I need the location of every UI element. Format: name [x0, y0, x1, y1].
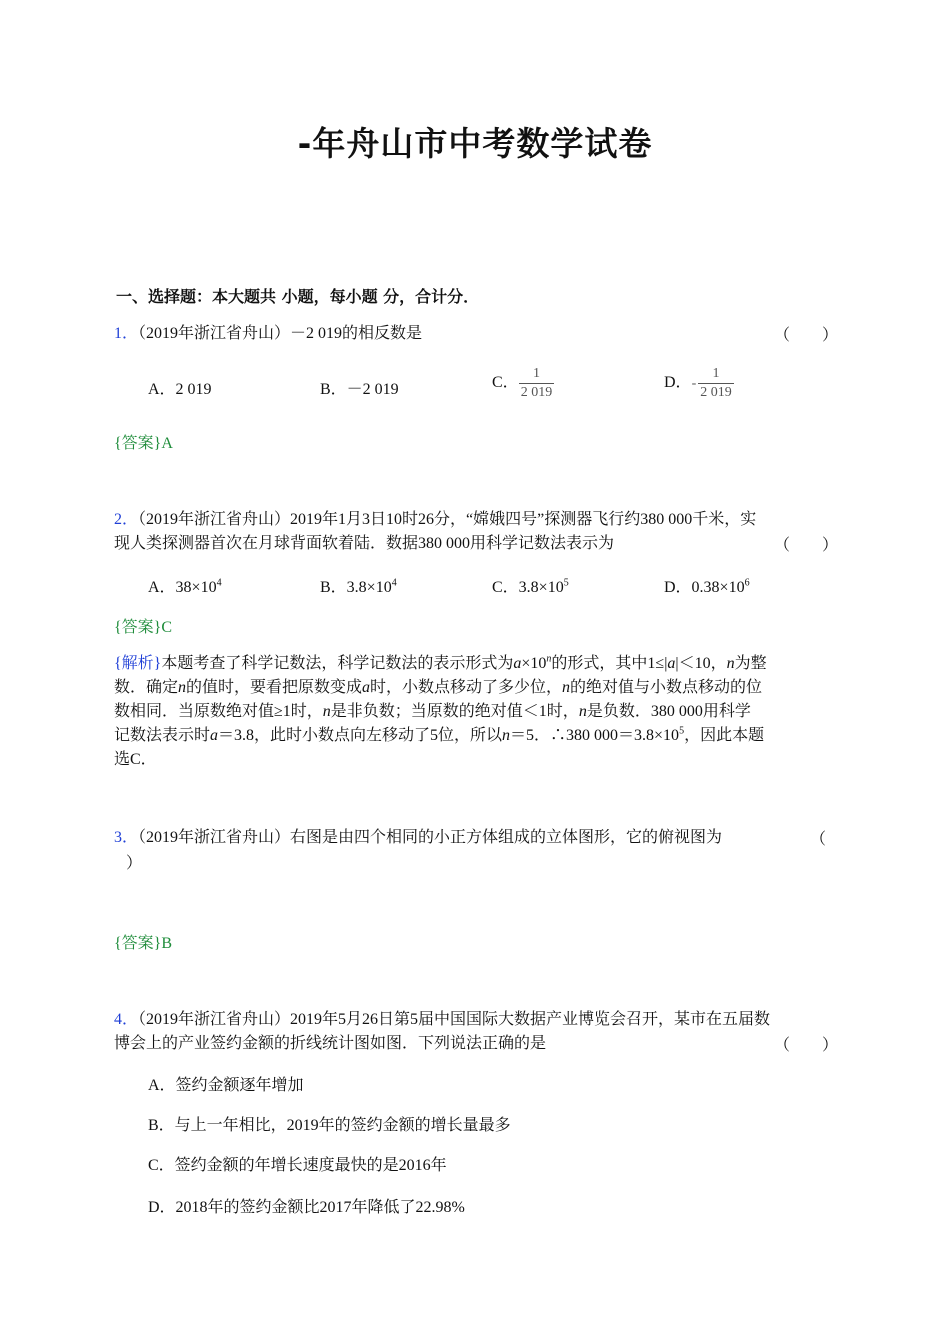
option-b: B．与上一年相比，2019年的签约金额的增长量最多 [148, 1117, 511, 1134]
explanation-line-4 [114, 724, 764, 748]
var: n [322, 703, 331, 720]
var: a [210, 727, 219, 744]
question-text-line-2: 博会上的产业签约金额的折线统计图如图．下列说法正确的是 [114, 1035, 547, 1052]
exponent: 6 [744, 577, 750, 589]
answer-paren-open: （ [810, 831, 827, 848]
text: 的形式，其中1≤| [551, 655, 668, 672]
option-b: B．－2 019 [320, 381, 399, 398]
text: ＝5．∴380 000＝3.8×10 [510, 727, 680, 744]
question-text: （2019年浙江省舟山）－2 019的相反数是 [138, 325, 423, 342]
section-heading: 一、选择题：本大题共 小题，每小题 分，合计分． [116, 287, 480, 306]
fraction-numerator: 1 [532, 366, 540, 381]
option-a: A．2 019 [148, 381, 212, 398]
answer: {答案}C [114, 619, 173, 636]
var: a [667, 655, 676, 672]
minus-sign: - [691, 376, 697, 392]
question-text: （2019年浙江省舟山）右图是由四个相同的小正方体组成的立体图形，它的俯视图为 [138, 829, 723, 846]
option-d [664, 574, 750, 597]
text: ＝3.8，此时小数点向左移动了5位，所以 [218, 727, 503, 744]
text: 的绝对值与小数点移动的位 [570, 679, 763, 696]
question-4 [114, 1008, 770, 1032]
question-number: 1． [114, 325, 139, 342]
question-text-line-1: （2019年浙江省舟山）2019年5月26日第5届中国国际大数据产业博览会召开，某市在五届数 [138, 1011, 771, 1028]
question-text-line-1: （2019年浙江省舟山）2019年1月3日10时26分，“嫦娥四号”探测器飞行约380 000千米，实 [138, 511, 757, 528]
fraction-denominator: 2 019 [520, 385, 553, 400]
text: ，因此本题 [684, 727, 765, 744]
var: n [578, 703, 587, 720]
text: 数相同．当原数绝对值≥1时， [114, 703, 323, 720]
text: 时，小数点移动了多少位， [370, 679, 563, 696]
option-c [492, 574, 569, 597]
answer: {答案}B [114, 935, 173, 952]
question-text-line-2: 现人类探测器首次在月球背面软着陆．数据380 000用科学记数法表示为 [114, 535, 615, 552]
explanation-line-3 [114, 700, 751, 724]
option-d [664, 366, 734, 401]
var: n [502, 727, 511, 744]
explanation-line-1 [114, 652, 767, 676]
answer-paren: （ ） [774, 537, 839, 554]
text: 的值时，要看把原数变成 [186, 679, 363, 696]
question-number: 4． [114, 1011, 139, 1028]
option-text: C．3.8×10 [492, 579, 564, 596]
exponent: 5 [563, 577, 569, 589]
exponent: 4 [391, 577, 397, 589]
answer-paren-close: ） [126, 855, 143, 872]
text: 数．确定 [114, 679, 179, 696]
text: 为整 [734, 655, 767, 672]
var: n [726, 655, 735, 672]
text: 是非负数；当原数的绝对值＜1时， [330, 703, 579, 720]
option-label: C． [492, 374, 519, 392]
option-a [148, 574, 222, 597]
answer-paren: （ ） [774, 327, 839, 344]
fraction [698, 366, 734, 401]
var: a [513, 655, 522, 672]
exponent: 4 [216, 577, 222, 589]
option-text: A．38×10 [148, 579, 217, 596]
fraction [519, 366, 555, 401]
option-c [492, 366, 554, 401]
text: 记数法表示时 [114, 727, 211, 744]
option-c: C．签约金额的年增长速度最快的是2016年 [148, 1157, 447, 1174]
var: n [562, 679, 571, 696]
explanation-line-2 [114, 676, 762, 700]
exponent: 5 [679, 725, 685, 737]
page-title: -年舟山市中考数学试卷 [297, 124, 653, 163]
question-number: 3． [114, 829, 139, 846]
explanation-line-5: 选C． [114, 751, 157, 768]
text: 是负数．380 000用科学 [586, 703, 751, 720]
explanation-label: {解析} [114, 655, 162, 672]
var: n [546, 653, 552, 665]
question-2 [114, 508, 756, 532]
text: |＜10， [675, 655, 727, 672]
answer: {答案}A [114, 435, 173, 452]
option-d: D．2018年的签约金额比2017年降低了22.98% [148, 1199, 465, 1216]
text: 本题考查了科学记数法，科学记数法的表示形式为 [161, 655, 514, 672]
fraction-numerator: 1 [712, 366, 720, 381]
option-a: A．签约金额逐年增加 [148, 1077, 304, 1094]
question-1 [114, 322, 422, 346]
option-b [320, 574, 397, 597]
option-label: D． [664, 374, 692, 392]
question-number: 2． [114, 511, 139, 528]
var: n [178, 679, 187, 696]
option-text: D．0.38×10 [664, 579, 745, 596]
fraction-denominator: 2 019 [700, 385, 732, 400]
option-text: B．3.8×10 [320, 579, 392, 596]
text: ×10 [521, 655, 547, 672]
var: a [362, 679, 371, 696]
answer-paren: （ ） [774, 1037, 839, 1054]
question-3 [114, 826, 722, 850]
